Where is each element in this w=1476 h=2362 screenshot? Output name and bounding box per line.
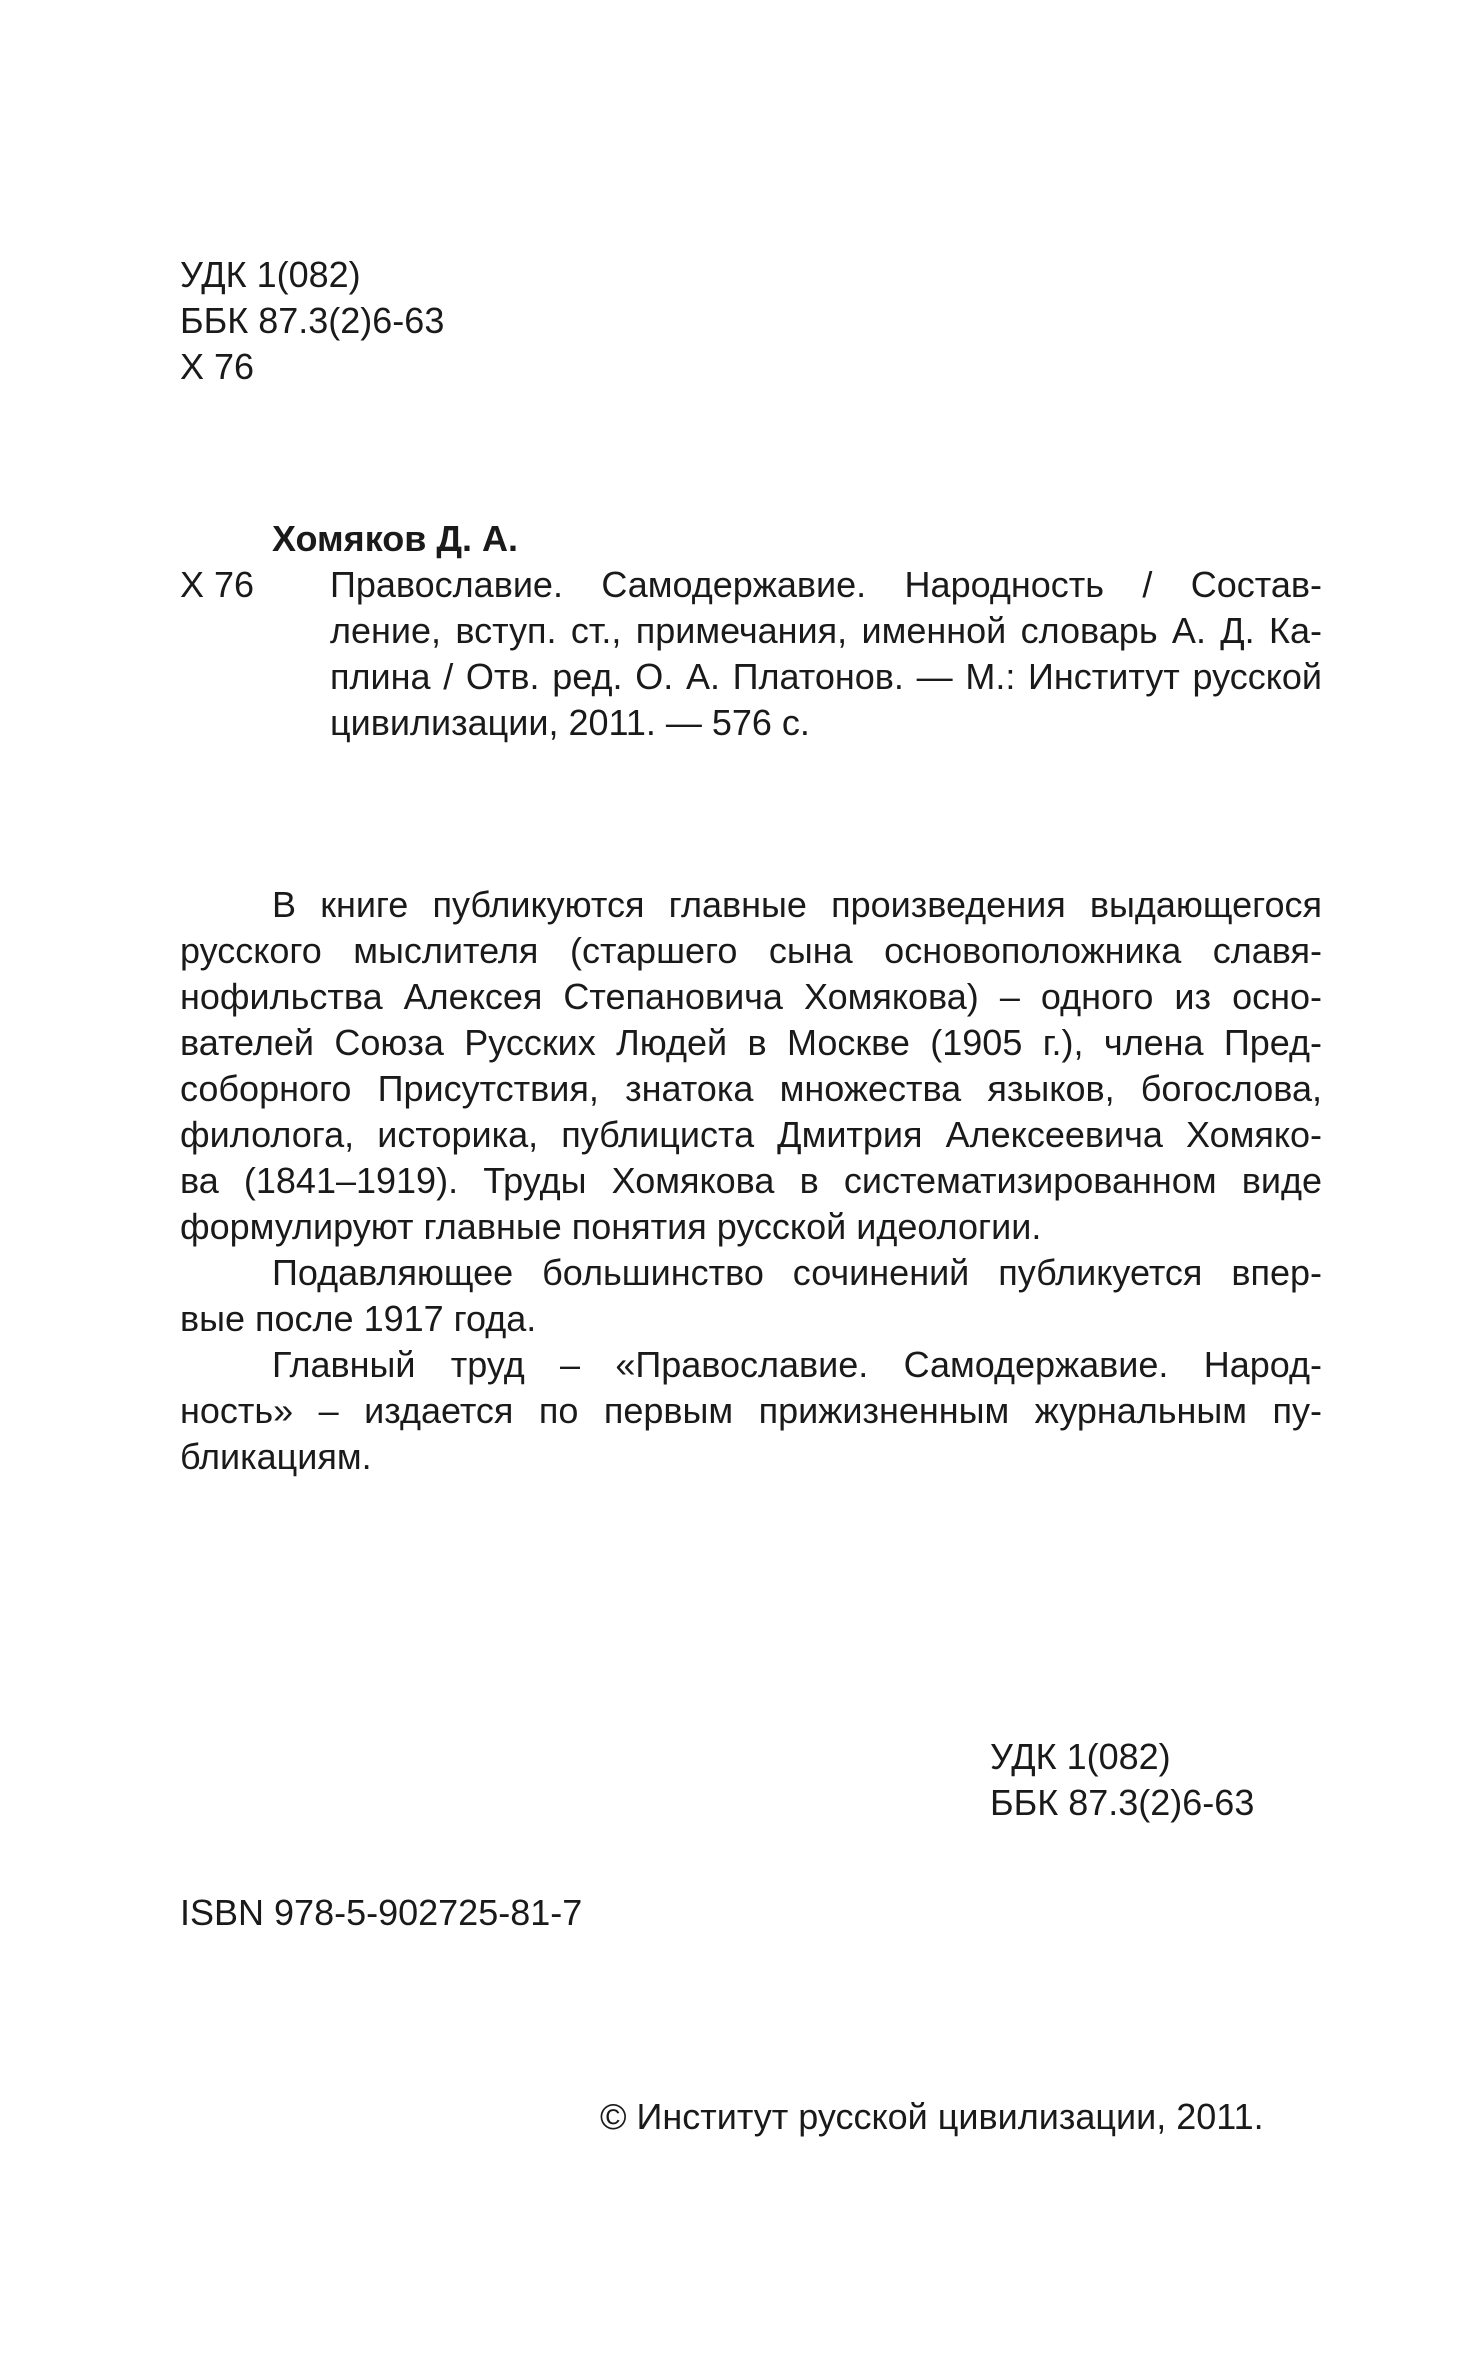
abstract-line: формулируют главные понятия русской идеологии. bbox=[180, 1206, 1042, 1247]
abstract-line: вателей Союза Русских Людей в Москве (1905 г.), члена Пред- bbox=[180, 1022, 1322, 1063]
entry-line: Православие. Самодержавие. Народность / Состав- bbox=[330, 564, 1322, 605]
bbk-code: ББК 87.3(2)6-63 bbox=[990, 1782, 1255, 1823]
abstract-line: Главный труд – «Православие. Самодержавие. Народ- bbox=[272, 1344, 1322, 1385]
abstract-line: русского мыслителя (старшего сына основоположника славя- bbox=[180, 930, 1322, 971]
udk-code: УДК 1(082) bbox=[180, 254, 361, 295]
abstract-line: вые после 1917 года. bbox=[180, 1298, 537, 1339]
abstract-line: нофильства Алексея Степановича Хомякова) – одного из осно- bbox=[180, 976, 1322, 1017]
author-name: Хомяков Д. А. bbox=[272, 518, 519, 559]
isbn: ISBN 978-5-902725-81-7 bbox=[180, 1892, 583, 1933]
catalog-entry bbox=[330, 562, 1322, 746]
entry-line: цивилизации, 2011. — 576 с. bbox=[330, 702, 810, 743]
abstract-line: бликациям. bbox=[180, 1436, 372, 1477]
copyright-notice: © Институт русской цивилизации, 2011. bbox=[600, 2096, 1264, 2137]
abstract-line: филолога, историка, публициста Дмитрия Алексеевича Хомяко- bbox=[180, 1114, 1322, 1155]
author-sign: Х 76 bbox=[180, 346, 255, 387]
classification-block-bottom bbox=[990, 1734, 1254, 1826]
abstract bbox=[180, 882, 1322, 1480]
abstract-line: ва (1841–1919). Труды Хомякова в систематизированном виде bbox=[180, 1160, 1322, 1201]
entry-author-sign: Х 76 bbox=[180, 564, 255, 605]
classification-block-top bbox=[180, 252, 444, 390]
udk-code: УДК 1(082) bbox=[990, 1736, 1171, 1777]
abstract-line: ность» – издается по первым прижизненным журнальным пу- bbox=[180, 1390, 1322, 1431]
bbk-code: ББК 87.3(2)6-63 bbox=[180, 300, 445, 341]
abstract-line: В книге публикуются главные произведения выдающегося bbox=[272, 884, 1322, 925]
abstract-line: соборного Присутствия, знатока множества языков, богослова, bbox=[180, 1068, 1322, 1109]
abstract-line: Подавляющее большинство сочинений публикуется впер- bbox=[272, 1252, 1322, 1293]
entry-line: плина / Отв. ред. О. А. Платонов. — М.: Институт русской bbox=[330, 656, 1322, 697]
entry-line: ление, вступ. ст., примечания, именной словарь А. Д. Ка- bbox=[330, 610, 1322, 651]
